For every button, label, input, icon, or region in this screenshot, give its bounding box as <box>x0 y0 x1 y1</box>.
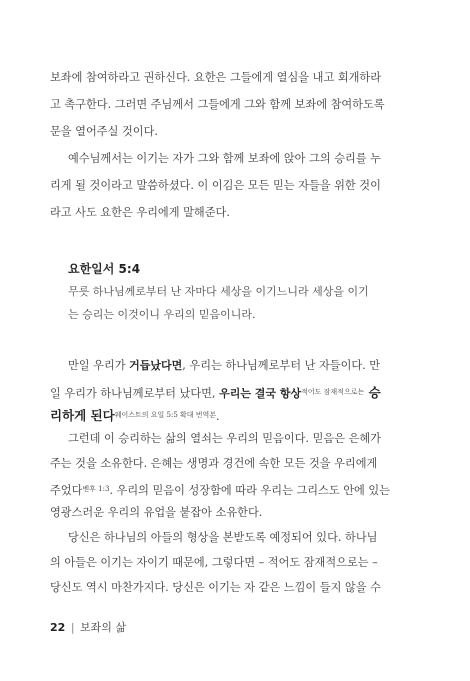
emphasis-text: 리하게 된다 <box>50 408 115 423</box>
paragraph-line <box>50 404 423 426</box>
paragraph-line: 당신도 역시 마찬가지다. 당신은 이기는 자 같은 느낌이 들지 않을 수 <box>50 581 381 594</box>
emphasis-text: 우리는 결국 항상 <box>219 387 302 400</box>
paragraph-line: 라고 사도 요한은 우리에게 말해준다. <box>50 206 230 219</box>
text-span: . 우리의 믿음이 성장함에 따라 우리는 그리스도 안에 있는 <box>109 484 391 497</box>
paragraph-line <box>50 381 423 403</box>
paragraph-line: 고 촉구한다. 그러면 주님께서 그들에게 그와 함께 보좌에 참여하도록 <box>50 98 385 111</box>
paragraph-line: 예수님께서는 이기는 자가 그와 함께 보좌에 앉아 그의 승리를 누 <box>68 152 381 165</box>
paragraph-line: 의 아들은 이기는 자이기 때문에, 그렇다면 – 적어도 잠재적으로는 – <box>50 556 378 569</box>
scripture-reference: 요한일서 5:4 <box>68 262 141 276</box>
scripture-line: 는 승리는 이것이니 우리의 믿음이니라. <box>68 308 256 321</box>
emphasis-text: 거듭났다면 <box>129 359 183 372</box>
book-title: 보좌의 삶 <box>80 621 127 634</box>
paragraph-line: 문을 열어주실 것이다. <box>50 125 158 138</box>
paragraph-line: 주는 것을 소유한다. 은혜는 생명과 경건에 속한 모든 것을 우리에게 <box>50 457 378 470</box>
footer-separator: | <box>70 621 75 634</box>
text-span: , 우리는 하나님께로부터 난 자들이다. 만 <box>182 359 381 372</box>
paragraph-line <box>50 478 423 500</box>
emphasis-text: 승 <box>364 385 381 400</box>
paragraph-line: 그런데 이 승리하는 삶의 열쇠는 우리의 믿음이다. 믿음은 은혜가 <box>68 432 381 445</box>
text-span: 주었다 <box>50 484 83 497</box>
citation-note: 벧후 1:3 <box>82 485 110 493</box>
paragraph-line: 영광스러운 우리의 유업을 붙잡아 소유한다. <box>50 506 263 519</box>
page-number: 22 <box>50 621 66 634</box>
paragraph-line: 리게 될 것이라고 말씀하셨다. 이 이김은 모든 믿는 자들을 위한 것이 <box>50 179 381 192</box>
citation-note: 웨이스트의 요일 5:5 확대 번역본 <box>114 411 217 419</box>
text-span: 만일 우리가 <box>68 359 130 372</box>
paragraph-line <box>68 355 423 377</box>
text-span: 일 우리가 하나님께로부터 났다면, <box>50 387 220 400</box>
paragraph-line: 보좌에 참여하라고 권하신다. 요한은 그들에게 열심을 내고 회개하라 <box>50 71 382 84</box>
paragraph-line: 당신은 하나님의 아들의 형상을 본받도록 예정되어 있다. 하나님 <box>68 531 378 544</box>
scripture-line: 무릇 하나님께로부터 난 자마다 세상을 이기느니라 세상을 이기 <box>68 285 369 298</box>
page-footer <box>50 619 126 637</box>
small-annotation: 적어도 잠재적으로는 <box>301 388 365 396</box>
text-span: . <box>216 410 220 423</box>
